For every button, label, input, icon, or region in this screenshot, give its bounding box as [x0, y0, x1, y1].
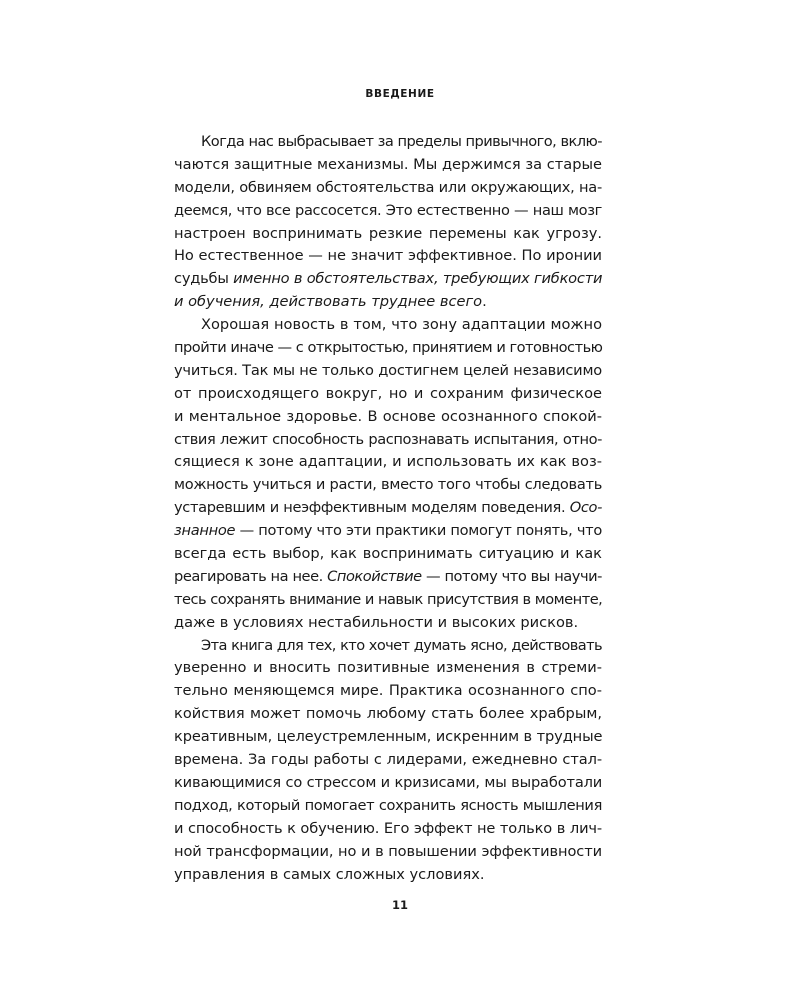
- text-line: от происходящего вокруг, но и сохраним физическое: [174, 384, 602, 402]
- text-line: Когда нас выбрасывает за пределы привычного, вклю-: [201, 133, 602, 150]
- body-text: [174, 131, 602, 886]
- text-line: даже в условиях нестабильности и высоких рисков.: [174, 613, 579, 631]
- text-line: кивающимися со стрессом и кризисами, мы выработали: [174, 773, 603, 791]
- italic-phrase: и обучения, действовать труднее всего: [174, 293, 483, 311]
- text-line: судьбы именно в обстоятельствах, требующих гибкости: [174, 270, 603, 288]
- text-line: сящиеся к зоне адаптации, и использовать их как воз-: [174, 453, 602, 471]
- italic-phrase: знанное: [174, 522, 236, 540]
- running-head: ВВЕДЕНИЕ: [365, 88, 435, 100]
- text-line: Эта книга для тех, кто хочет думать ясно, действовать: [201, 636, 602, 654]
- text-line: Но естественное — не значит эффективное. По иронии: [174, 247, 602, 265]
- italic-phrase: Спокойствие: [327, 567, 422, 585]
- text-line: настроен воспринимать резкие перемены как угрозу.: [174, 224, 602, 242]
- text-line: знанное — потому что эти практики помогут понять, что: [174, 522, 602, 540]
- text-line: учиться. Так мы не только достигнем целей независимо: [174, 361, 602, 379]
- text-line: времена. За годы работы с лидерами, ежедневно стал-: [174, 751, 602, 769]
- text-line: подход, который помогает сохранить ясность мышления: [174, 796, 602, 814]
- paragraph: [174, 635, 602, 887]
- text-line: ной трансформации, но и в повышении эффективности: [174, 842, 602, 860]
- text-line: реагировать на нее. Спокойствие — потому что вы научи-: [174, 567, 602, 585]
- paragraph: [174, 314, 602, 634]
- page-number: 11: [391, 898, 408, 912]
- text-line: и способность к обучению. Его эффект не только в лич-: [174, 819, 602, 837]
- text-line: и обучения, действовать труднее всего.: [174, 293, 487, 311]
- text-line: управления в самых сложных условиях.: [174, 865, 485, 883]
- italic-phrase: именно в обстоятельствах, требующих гибкости: [233, 270, 603, 288]
- text-line: и ментальное здоровье. В основе осознанного спокой-: [174, 407, 602, 425]
- text-line: ствия лежит способность распознавать испытания, отно-: [174, 430, 602, 448]
- text-line: можность учиться и расти, вместо того чтобы следовать: [174, 476, 602, 494]
- text-line: пройти иначе — с открытостью, принятием и готовностью: [174, 339, 603, 357]
- text-line: модели, обвиняем обстоятельства или окружающих, на-: [174, 178, 602, 196]
- paragraph: [174, 131, 602, 314]
- italic-phrase: Осо-: [569, 499, 602, 517]
- text-line: тельно меняющемся мире. Практика осознанного спо-: [174, 682, 602, 700]
- text-line: койствия может помочь любому стать более храбрым,: [174, 705, 602, 723]
- text-line: устаревшим и неэффективным моделям поведения. Осо-: [174, 499, 602, 517]
- text-line: Хорошая новость в том, что зону адаптации можно: [201, 316, 602, 334]
- text-line: креативным, целеустремленным, искренним в трудные: [174, 728, 603, 746]
- text-line: чаются защитные механизмы. Мы держимся за старые: [174, 155, 602, 173]
- text-line: уверенно и вносить позитивные изменения в стреми-: [174, 659, 602, 677]
- text-line: тесь сохранять внимание и навык присутствия в моменте,: [174, 590, 603, 608]
- text-line: деемся, что все рассосется. Это естественно — наш мозг: [174, 201, 602, 219]
- text-line: всегда есть выбор, как воспринимать ситуацию и как: [174, 545, 602, 563]
